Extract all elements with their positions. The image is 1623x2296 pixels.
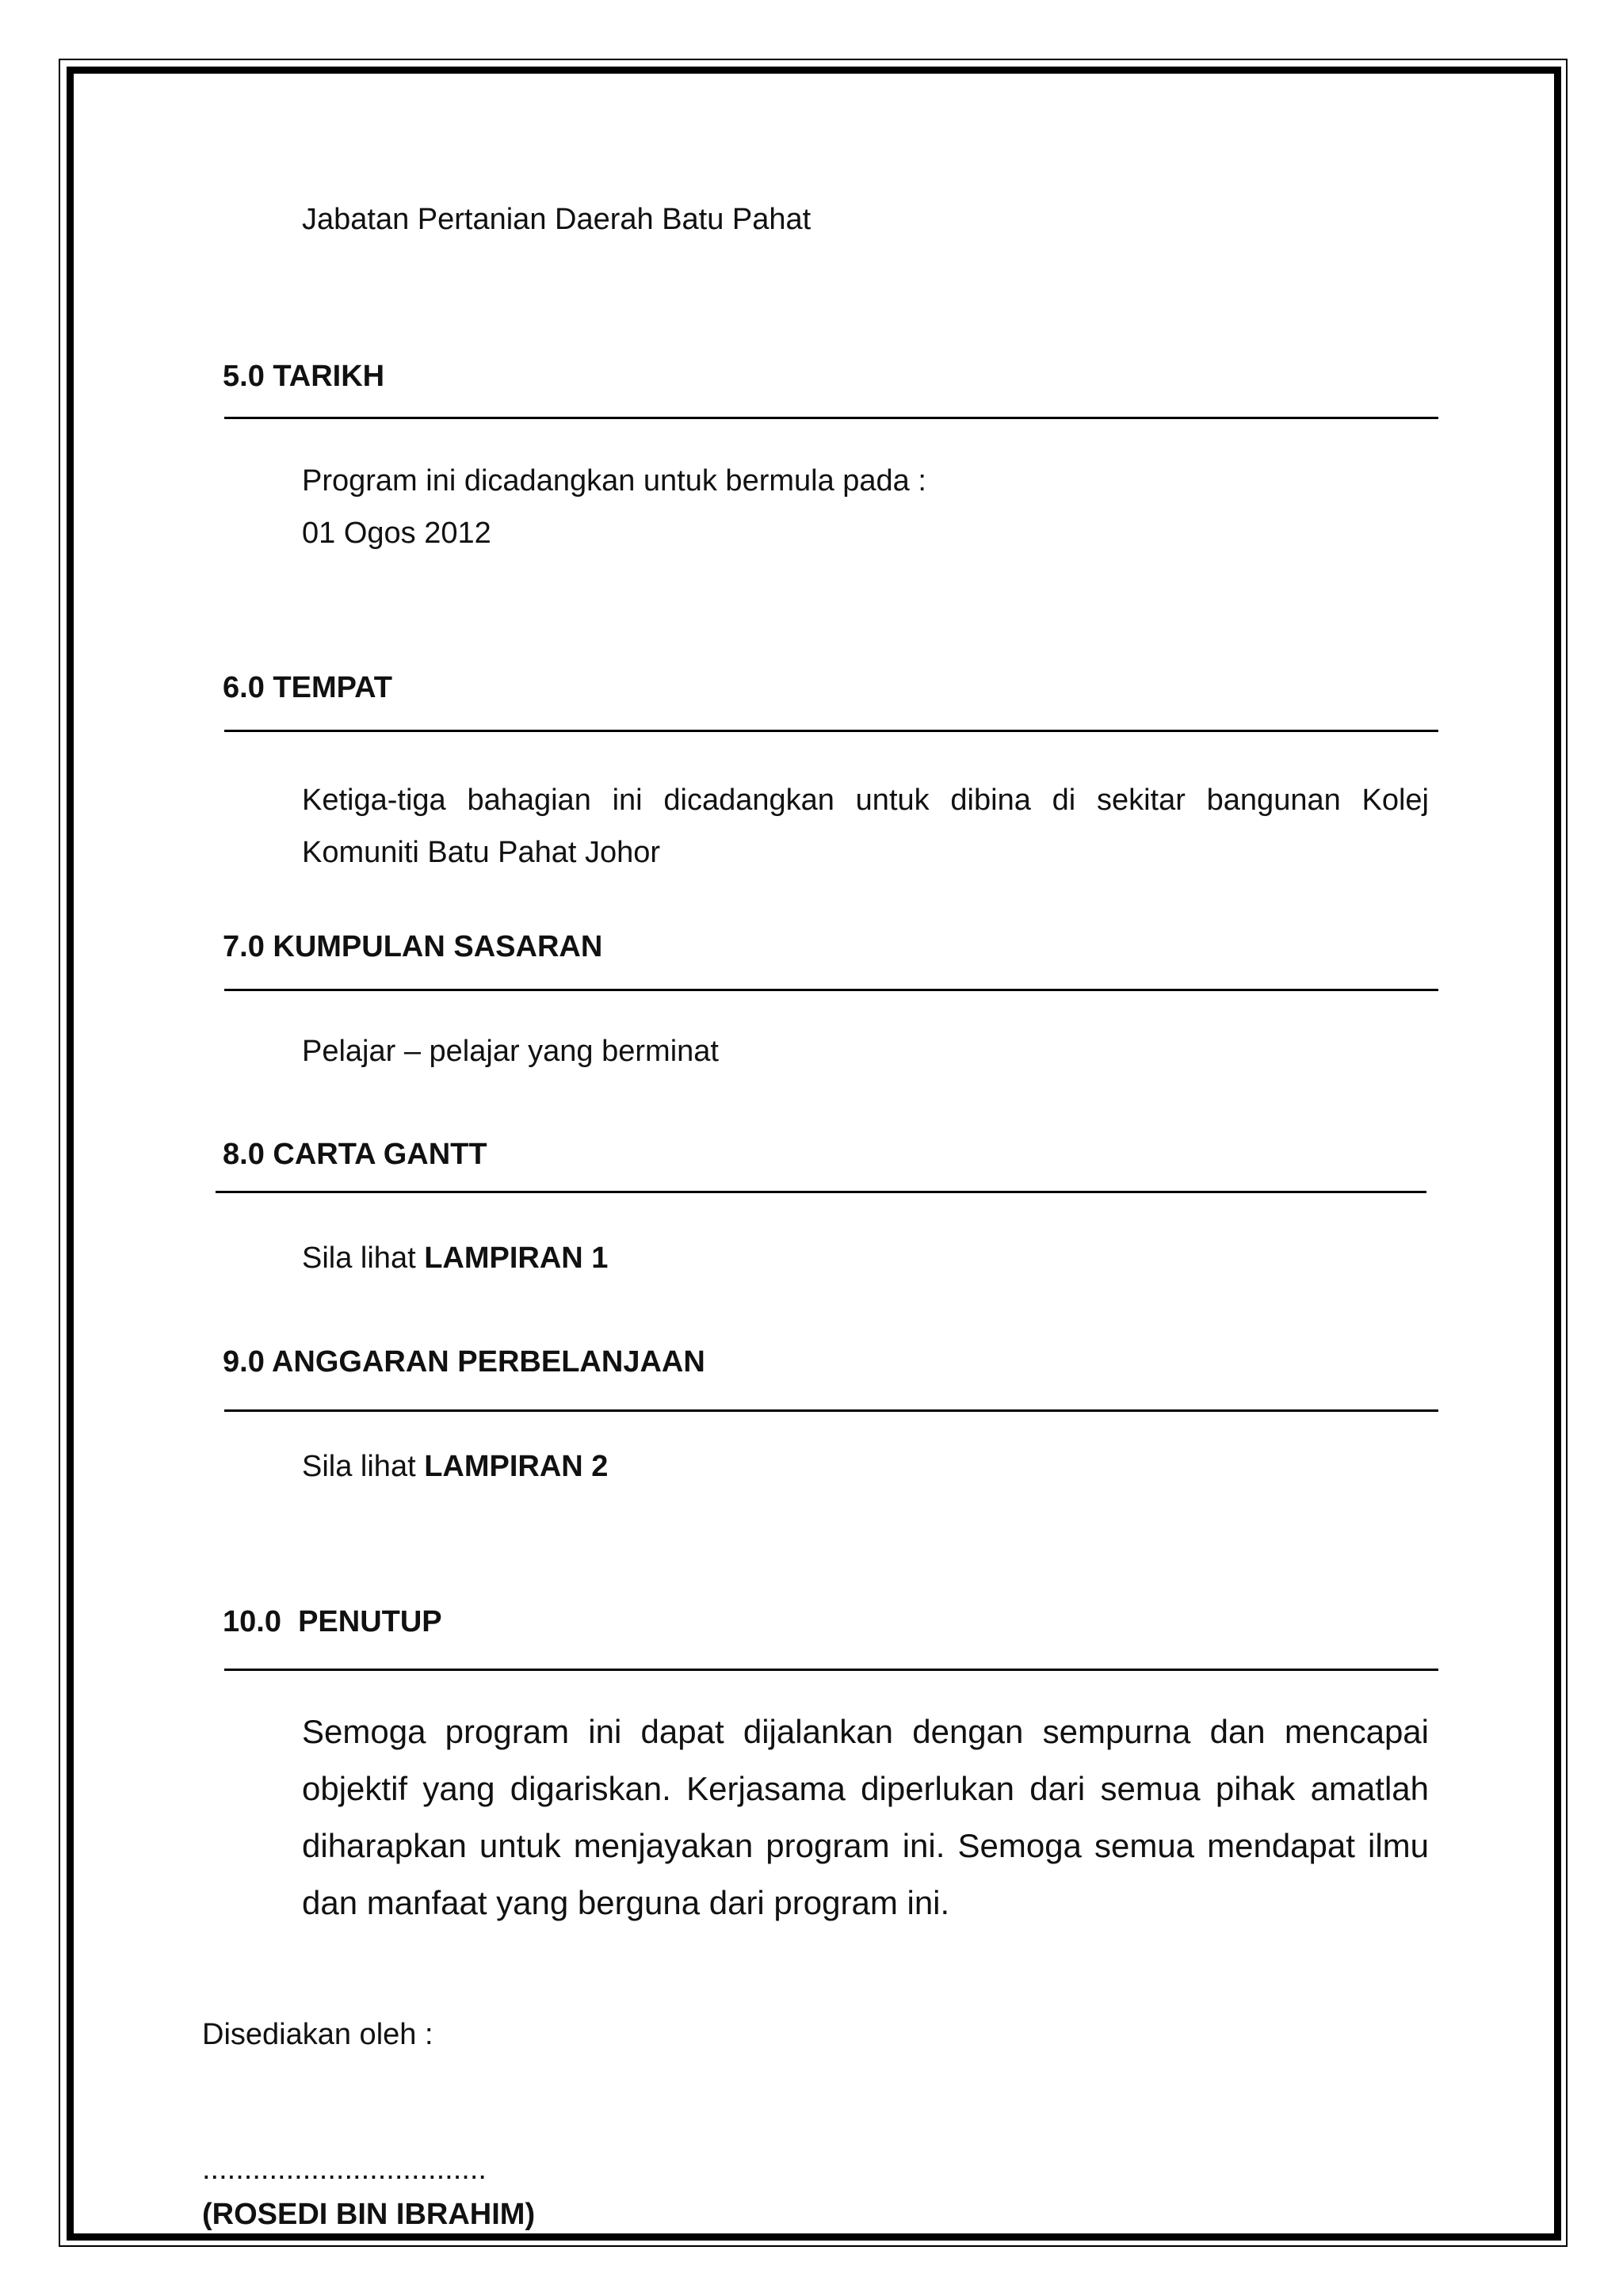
tarikh-line-1: Program ini dicadangkan untuk bermula pada : <box>302 464 926 498</box>
heading-tarikh: 5.0 TARIKH <box>223 360 385 393</box>
heading-anggaran-perbelanjaan: 9.0 ANGGARAN PERBELANJAAN <box>223 1345 705 1379</box>
tarikh-date: 01 Ogos 2012 <box>302 517 491 550</box>
rule-anggaran-perbelanjaan <box>224 1409 1438 1412</box>
gantt-reference-prefix: Sila lihat <box>302 1241 425 1275</box>
rule-tempat <box>224 730 1438 732</box>
rule-kumpulan-sasaran <box>224 989 1438 991</box>
gantt-lampiran: LAMPIRAN 1 <box>424 1241 609 1275</box>
heading-penutup: 10.0 PENUTUP <box>223 1605 442 1638</box>
penutup-body: Semoga program ini dapat dijalankan dengan sempurna dan mencapai objektif yang digariskan. Kerjasama diperlukan dari semua pihak amatlah diharapkan untuk menjayakan program ini. Semoga semua mendapat ilmu dan manfaat yang berguna dari program ini. <box>302 1713 1429 1921</box>
heading-kumpulan-sasaran: 7.0 KUMPULAN SASARAN <box>223 930 603 963</box>
sasaran-body: Pelajar – pelajar yang berminat <box>302 1035 719 1068</box>
rule-carta-gantt <box>216 1191 1426 1193</box>
heading-tempat: 6.0 TEMPAT <box>223 671 392 704</box>
anggaran-lampiran: LAMPIRAN 2 <box>424 1450 609 1483</box>
tempat-body: Ketiga-tiga bahagian ini dicadangkan untuk dibina di sekitar bangunan Kolej Komuniti Batu Pahat Johor <box>302 784 1429 869</box>
anggaran-reference <box>302 1449 608 1486</box>
signatory-name: (ROSEDI BIN IBRAHIM) <box>202 2198 536 2231</box>
rule-penutup <box>224 1669 1438 1671</box>
signature-line: .................................. <box>202 2153 487 2186</box>
intro-line: Jabatan Pertanian Daerah Batu Pahat <box>302 203 812 236</box>
prepared-by-label: Disediakan oleh : <box>202 2018 433 2051</box>
heading-carta-gantt: 8.0 CARTA GANTT <box>223 1138 487 1171</box>
gantt-reference <box>302 1241 608 1277</box>
anggaran-reference-prefix: Sila lihat <box>302 1450 425 1483</box>
rule-tarikh <box>224 417 1438 419</box>
